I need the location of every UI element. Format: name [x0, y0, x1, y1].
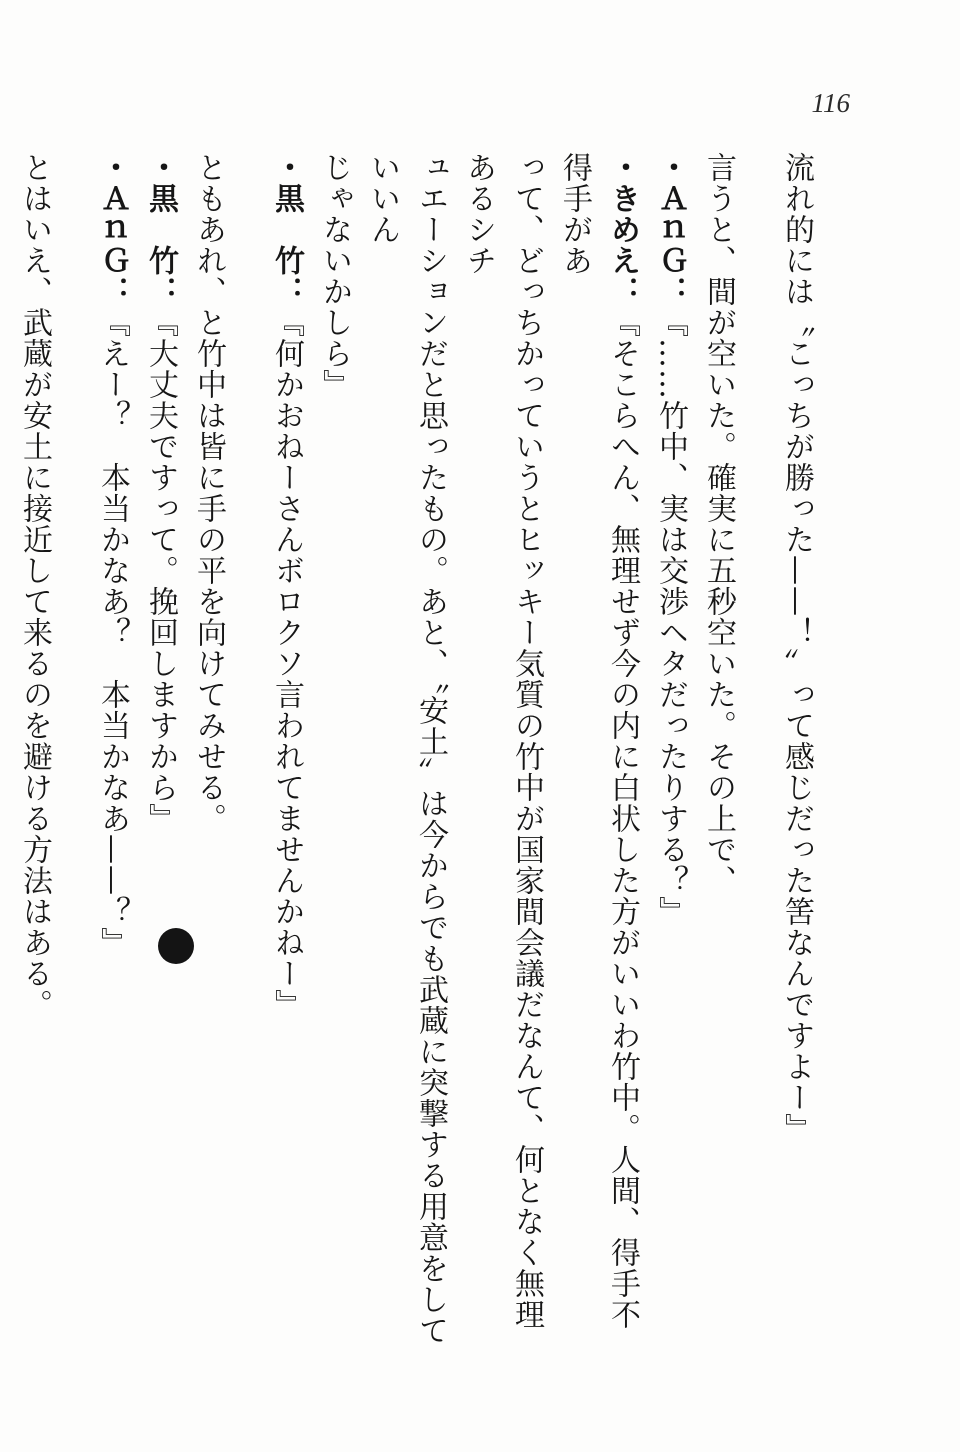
scene-break-dot — [158, 928, 194, 964]
speaker-label: ・きめえ： — [605, 152, 640, 307]
text-line — [0, 152, 10, 1352]
line-text: 『大丈夫ですって。挽回しますから』 — [143, 307, 178, 834]
dialogue-line — [262, 152, 310, 1352]
line-text: 『そこらへん、無理せず今の内に白状した方がいいわ竹中。人間、得手不得手があ — [557, 152, 640, 1330]
text-line — [454, 152, 550, 1352]
speaker-label: ・黒 竹： — [143, 152, 178, 307]
speaker-label: ・ＡｎＧ： — [653, 152, 688, 307]
line-text: 『えー？ 本当かなあ？ 本当かなあ——？』 — [95, 307, 130, 958]
line-text: じゃないかしら』 — [317, 152, 352, 400]
line-text: 流れ的には〝こっちが勝った——！〟って感じだった筈なんですよー』 — [779, 152, 814, 1144]
line-text: 『何かおねーさんボロクソ言われてませんかねー』 — [269, 307, 304, 1020]
text-line — [10, 152, 88, 1352]
line-text: 言うと、間が空いた。確実に五秒空いた。その上で、 — [701, 152, 736, 896]
line-text: とはいえ、武蔵が安土に接近して来るのを避ける方法はある。 — [17, 152, 52, 1020]
line-text: ともあれ、と竹中は皆に手の平を向けてみせる。 — [191, 152, 226, 834]
dialogue-line — [136, 152, 184, 1352]
text-line — [358, 152, 454, 1352]
dialogue-line — [88, 152, 136, 1352]
speaker-label: ・ＡｎＧ： — [95, 152, 130, 307]
dialogue-line — [646, 152, 694, 1352]
line-text: って、どっちかっていうとヒッキー気質の竹中が国家間会議だなんて、何となく無理あるシチ — [461, 152, 544, 1330]
text-line — [310, 152, 358, 1352]
line-text: ュエーションだと思ったもの。あと、〝安土〟は今からでも武蔵に突撃する用意をしていいん — [365, 152, 448, 1346]
line-text: 『……竹中、実は交渉ヘタだったりする？』 — [653, 307, 688, 927]
page-number: 116 — [811, 88, 850, 118]
dialogue-line — [550, 152, 646, 1352]
text-line — [184, 152, 262, 1352]
text-line — [772, 152, 850, 1352]
speaker-label: ・黒 竹： — [269, 152, 304, 307]
text-line — [694, 152, 772, 1352]
vertical-text-block — [17, 152, 850, 1352]
